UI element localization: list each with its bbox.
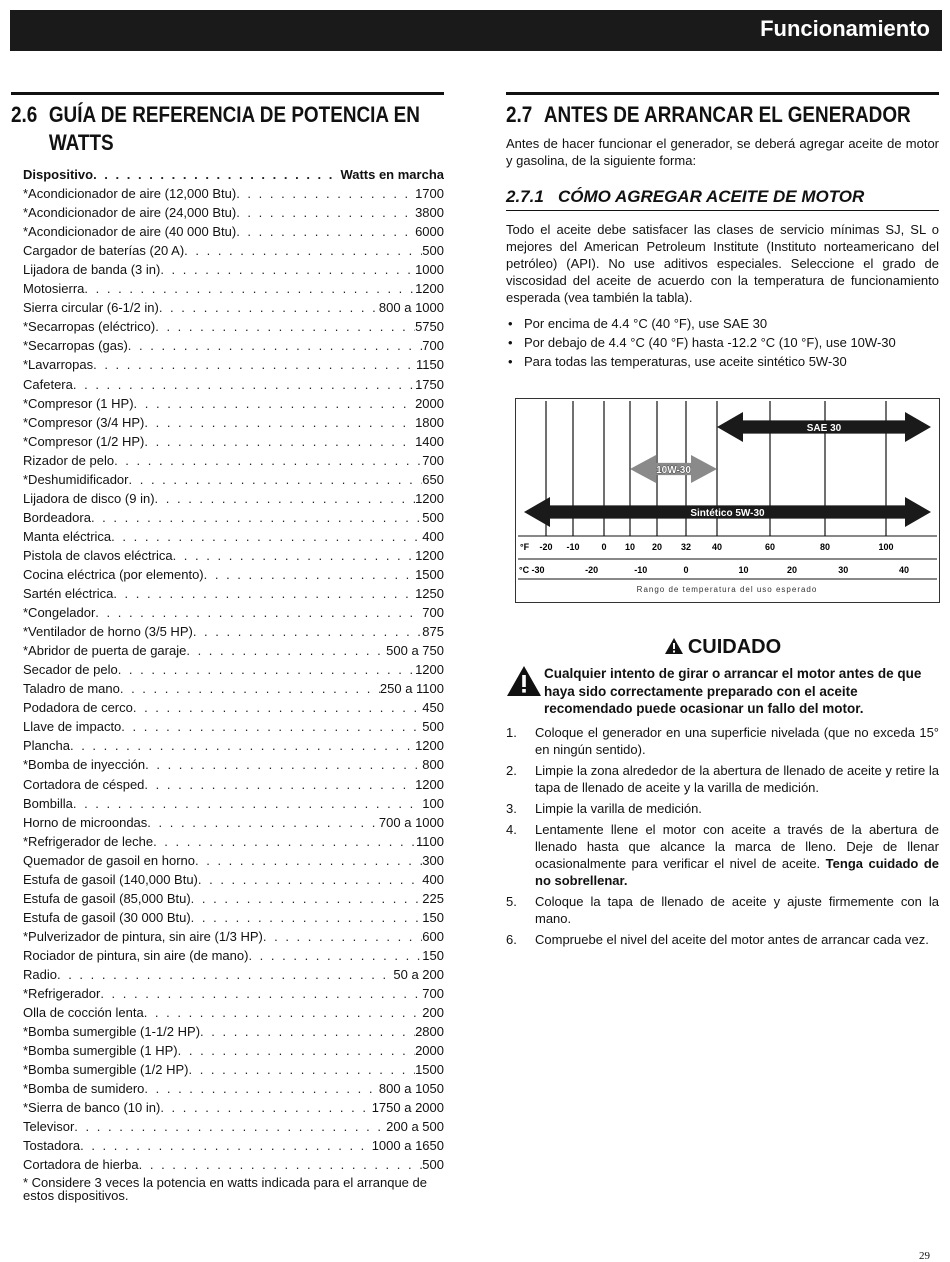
watts-value: 1750 — [415, 376, 444, 392]
device-name: Rizador de pelo — [23, 452, 115, 468]
table-row — [23, 622, 444, 641]
device-name: *Compresor (3/4 HP) — [23, 414, 145, 430]
table-row — [23, 660, 444, 679]
leader-dots — [236, 184, 415, 203]
subsection-title: CÓMO AGREGAR ACEITE DE MOTOR — [557, 187, 865, 206]
watts-value: 1500 — [415, 1062, 444, 1078]
leader-dots — [93, 355, 416, 374]
leader-dots — [147, 813, 379, 832]
device-name: *Secarropas (eléctrico) — [23, 319, 156, 335]
device-name: *Acondicionador de aire (40 000 Btu) — [23, 224, 237, 240]
leader-dots — [193, 622, 422, 641]
watts-value: 2000 — [415, 395, 444, 411]
leader-dots — [160, 260, 415, 279]
table-row — [23, 641, 444, 660]
table-row — [23, 755, 444, 774]
leader-dots — [155, 489, 416, 508]
device-name: Bordeadora — [23, 509, 91, 525]
device-name: Cortadora de césped — [23, 776, 145, 792]
step-text — [535, 800, 939, 817]
leader-dots — [73, 794, 422, 813]
watts-value: 6000 — [415, 224, 444, 240]
caution-block — [506, 665, 939, 952]
leader-dots — [57, 965, 393, 984]
watts-value: 500 — [422, 509, 444, 525]
table-row — [23, 775, 444, 794]
step-text — [535, 893, 939, 927]
table-row — [23, 184, 444, 203]
f-tick-label: 0 — [601, 542, 607, 552]
device-name: *Abridor de puerta de garaje — [23, 643, 187, 659]
device-name: Bombilla — [23, 795, 73, 811]
table-row — [23, 1003, 444, 1022]
device-name: *Acondicionador de aire (12,000 Btu) — [23, 186, 237, 202]
list-item: • Para todas las temperaturas, use aceite sintético 5W-30 — [506, 352, 939, 371]
leader-dots — [173, 546, 416, 565]
table-row — [23, 1155, 444, 1174]
watts-value: 1000 — [415, 262, 444, 278]
c-tick-label: 10 — [738, 565, 749, 575]
watts-value: 1000 a 1650 — [371, 1138, 444, 1154]
watts-value: 1150 — [416, 357, 444, 373]
leader-dots — [191, 908, 423, 927]
device-name: Estufa de gasoil (30 000 Btu) — [23, 909, 191, 925]
table-row — [23, 317, 444, 336]
watts-value: 600 — [422, 928, 444, 944]
c-tick-label: 0 — [683, 565, 689, 575]
table-row — [23, 1041, 444, 1060]
leader-dots — [91, 508, 422, 527]
watts-value: 2000 — [415, 1043, 444, 1059]
device-name: *Congelador — [23, 605, 96, 621]
table-row — [23, 870, 444, 889]
watts-value: 400 — [422, 528, 444, 544]
right-column — [506, 92, 939, 371]
leader-dots — [139, 1155, 423, 1174]
device-name: Pistola de clavos eléctrica — [23, 547, 173, 563]
table-row — [23, 298, 444, 317]
leader-dots — [263, 927, 422, 946]
oil-paragraph: Todo el aceite debe satisfacer las clases de servicio mínimas SJ, SL o mejores del American Petroleum Institute (Instituto norteamericano del petróleo) (API). No use aditivos especiales. Seleccione el grado de viscosidad del aceite de acuerdo con la temperatura de funcionamiento esperada (vea también la tabla). — [506, 222, 939, 305]
table-row — [23, 736, 444, 755]
table-row — [23, 1136, 444, 1155]
oil-steps — [506, 724, 939, 948]
section-title: ANTES DE ARRANCAR EL GENERADOR — [543, 102, 911, 127]
section-rule — [506, 92, 939, 95]
device-name: *Bomba sumergible (1/2 HP) — [23, 1062, 189, 1078]
table-row — [23, 1117, 444, 1136]
watts-value: 800 — [422, 757, 444, 773]
caution-text: Cualquier intento de girar o arrancar el motor antes de que haya sido correctamente preparado con el aceite recomendado puede ocasionar un fallo del motor. — [544, 666, 922, 716]
step-text-body: Limpie la varilla de medición. — [535, 800, 702, 816]
step-text — [535, 821, 939, 889]
leader-dots — [121, 717, 422, 736]
leader-dots — [114, 451, 422, 470]
c-unit-label: °C — [519, 565, 530, 575]
x-axis-title: Rango de temperatura del uso esperado — [636, 585, 818, 594]
device-name: *Lavarropas — [23, 357, 94, 373]
leader-dots — [200, 1022, 415, 1041]
arrow-label: SAE 30 — [806, 423, 842, 434]
watts-value: 500 — [422, 243, 444, 259]
leader-dots — [144, 1003, 423, 1022]
watts-value: 1750 a 2000 — [371, 1100, 444, 1116]
table-row — [23, 375, 444, 394]
table-row — [23, 1060, 444, 1079]
step-number: 3. — [506, 800, 517, 816]
watts-value: 700 — [422, 605, 444, 621]
device-name: *Compresor (1 HP) — [23, 395, 134, 411]
watts-value: 5750 — [415, 319, 444, 335]
chart-svg — [516, 399, 939, 602]
device-name: Estufa de gasoil (85,000 Btu) — [23, 890, 191, 906]
leader-dots — [129, 470, 423, 489]
watts-value: 1700 — [415, 186, 444, 202]
step-text — [535, 724, 939, 758]
header-bar — [10, 10, 942, 51]
leader-dots — [84, 279, 415, 298]
page-number: 29 — [919, 1250, 930, 1262]
watts-value: 50 a 200 — [393, 966, 444, 982]
watts-value: 400 — [422, 871, 444, 887]
table-row — [23, 889, 444, 908]
leader-dots — [236, 203, 415, 222]
device-name: Secador de pelo — [23, 662, 118, 678]
f-tick-label: 80 — [819, 542, 831, 552]
oil-bullets — [506, 314, 939, 371]
device-name: Televisor — [23, 1119, 75, 1135]
device-name: *Secarropas (gas) — [23, 338, 128, 354]
watts-value: 700 a 1000 — [378, 814, 444, 830]
list-item: • Por encima de 4.4 °C (40 °F), use SAE 30 — [506, 314, 939, 333]
watts-value: 650 — [422, 471, 444, 487]
leader-dots — [188, 1060, 415, 1079]
device-name: Taladro de mano — [23, 681, 120, 697]
device-name: Lijadora de banda (3 in) — [23, 262, 161, 278]
table-footnote: * Considere 3 veces la potencia en watts indicada para el arranque de estos dispositivos. — [23, 1175, 427, 1204]
leader-dots — [236, 222, 415, 241]
leader-dots — [133, 698, 422, 717]
device-name: *Pulverizador de pintura, sin aire (1/3 HP) — [23, 928, 263, 944]
leader-dots — [155, 317, 415, 336]
arrow-label: Sintético 5W-30 — [690, 508, 765, 519]
leader-dots — [186, 641, 386, 660]
step-item — [506, 931, 939, 948]
device-name: Radio — [23, 966, 57, 982]
watts-value: 1500 — [415, 566, 444, 582]
caution-label: CUIDADO — [687, 636, 782, 658]
step-text-body: Lentamente llene el motor con aceite a través de la abertura de llenado hasta que alcance la marca de lleno. Deje de llenar ocasionalmente para verificar el nivel de aceite. — [535, 821, 939, 871]
table-row — [23, 717, 444, 736]
step-text-body: Coloque la tapa de llenado de aceite y ajuste firmemente con la mano. — [535, 893, 939, 926]
device-name: *Compresor (1/2 HP) — [23, 433, 145, 449]
device-name: Lijadora de disco (9 in) — [23, 490, 155, 506]
f-tick-label: 20 — [651, 542, 663, 552]
device-name: Rociador de pintura, sin aire (de mano) — [23, 947, 249, 963]
watts-value: 1400 — [415, 433, 444, 449]
leader-dots — [159, 298, 379, 317]
leader-dots — [95, 603, 422, 622]
leader-dots — [134, 394, 416, 413]
leader-dots — [191, 889, 423, 908]
watts-value: 100 — [422, 795, 444, 811]
table-row — [23, 1079, 444, 1098]
watts-value: 800 a 1000 — [378, 300, 444, 316]
table-header — [23, 165, 444, 184]
section-heading-2-6 — [11, 101, 443, 157]
c-tick-label: -10 — [634, 565, 648, 575]
step-number: 6. — [506, 931, 517, 947]
device-name: Llave de impacto — [23, 719, 122, 735]
watts-value: 450 — [422, 700, 444, 716]
device-name: Estufa de gasoil (140,000 Btu) — [23, 871, 198, 887]
watts-value: 875 — [422, 624, 444, 640]
arrow-label: 10W-30 — [656, 465, 691, 476]
f-tick-label: -20 — [539, 542, 553, 552]
table-row — [23, 908, 444, 927]
watts-value: 500 — [422, 719, 444, 735]
table-row — [23, 470, 444, 489]
table-row — [23, 698, 444, 717]
device-name: *Refrigerador de leche — [23, 833, 154, 849]
device-name: Podadora de cerco — [23, 700, 133, 716]
watts-value: 1800 — [415, 414, 444, 430]
device-name: *Bomba de sumidero — [23, 1081, 145, 1097]
leader-dots — [73, 375, 415, 394]
device-name: Manta eléctrica — [23, 528, 112, 544]
table-row — [23, 336, 444, 355]
device-name: Cocina eléctrica (por elemento) — [23, 566, 204, 582]
watts-value: 500 — [422, 1157, 444, 1173]
watts-value: 700 — [422, 452, 444, 468]
table-row — [23, 432, 444, 451]
watts-value: 200 a 500 — [386, 1119, 444, 1135]
step-number: 4. — [506, 821, 517, 837]
leader-dots — [248, 946, 422, 965]
list-item: • Por debajo de 4.4 °C (40 °F) hasta -12.2 °C (10 °F), use 10W-30 — [506, 333, 939, 352]
leader-dots — [144, 1079, 379, 1098]
step-item — [506, 821, 939, 889]
c-tick-label: -20 — [585, 565, 599, 575]
table-row — [23, 394, 444, 413]
watts-value: 1200 — [415, 547, 444, 563]
leader-dots — [120, 679, 380, 698]
table-row — [23, 946, 444, 965]
oil-viscosity-chart — [515, 398, 940, 603]
step-number: 2. — [506, 762, 517, 778]
watts-value: 225 — [422, 890, 444, 906]
leader-dots — [144, 413, 415, 432]
table-row — [23, 851, 444, 870]
leader-dots — [160, 1098, 371, 1117]
step-text — [535, 931, 939, 948]
leader-dots — [113, 584, 415, 603]
device-name: *Bomba sumergible (1-1/2 HP) — [23, 1024, 201, 1040]
c-tick-label: -30 — [531, 565, 545, 575]
table-row — [23, 355, 444, 374]
table-row — [23, 927, 444, 946]
table-row — [23, 832, 444, 851]
table-row — [23, 203, 444, 222]
leader-dots — [100, 984, 422, 1003]
section-number: 2.6 — [11, 102, 38, 127]
device-name: Quemador de gasoil en horno — [23, 852, 196, 868]
table-row — [23, 565, 444, 584]
warning-icon — [506, 665, 542, 697]
leader-dots — [70, 736, 415, 755]
device-name: Horno de microondas — [23, 814, 148, 830]
step-number: 1. — [506, 724, 517, 740]
device-name: *Ventilador de horno (3/5 HP) — [23, 624, 193, 640]
table-row — [23, 241, 444, 260]
device-name: Cortadora de hierba — [23, 1157, 139, 1173]
watts-value: 1200 — [415, 281, 444, 297]
table-row — [23, 413, 444, 432]
table-row — [23, 679, 444, 698]
f-unit-label: °F — [520, 542, 530, 552]
table-row — [23, 546, 444, 565]
header-device: Dispositivo — [23, 167, 94, 182]
watts-value: 1200 — [415, 776, 444, 792]
watts-value: 1100 — [416, 833, 444, 849]
watts-value: 200 — [422, 1005, 444, 1021]
device-name: Olla de cocción lenta — [23, 1005, 144, 1021]
watts-value: 1200 — [415, 662, 444, 678]
header-watts: Watts en marcha — [340, 167, 444, 182]
leader-dots — [204, 565, 415, 584]
leader-dots — [118, 660, 415, 679]
device-name: Cafetera — [23, 376, 73, 392]
leader-dots — [128, 336, 423, 355]
leader-dots — [145, 755, 422, 774]
table-row — [23, 489, 444, 508]
c-tick-label: 20 — [786, 565, 798, 575]
c-tick-label: 40 — [898, 565, 910, 575]
subsection-number: 2.7.1 — [506, 187, 544, 206]
f-tick-label: 60 — [764, 542, 776, 552]
watts-value: 700 — [422, 986, 444, 1002]
step-text-body: Limpie la zona alrededor de la abertura de llenado de aceite y retire la tapa de llenado de aceite y la varilla de medición. — [535, 762, 939, 795]
table-row — [23, 451, 444, 470]
watts-value: 2800 — [415, 1024, 444, 1040]
header-title: Funcionamiento — [760, 16, 930, 41]
table-row — [23, 584, 444, 603]
left-column — [11, 92, 444, 1202]
watts-value: 150 — [422, 909, 444, 925]
watts-value: 500 a 750 — [386, 643, 444, 659]
watts-value: 300 — [422, 852, 444, 868]
f-tick-label: -10 — [566, 542, 580, 552]
step-number: 5. — [506, 893, 517, 909]
step-item — [506, 800, 939, 817]
step-text — [535, 762, 939, 796]
step-item — [506, 762, 939, 796]
leader-dots — [144, 775, 415, 794]
device-name: *Refrigerador — [23, 986, 101, 1002]
table-row — [23, 984, 444, 1003]
device-name: Motosierra — [23, 281, 85, 297]
table-row — [23, 603, 444, 622]
watts-table — [23, 165, 444, 1174]
watts-value: 3800 — [415, 205, 444, 221]
leader-dots — [198, 870, 422, 889]
table-row — [23, 222, 444, 241]
device-name: *Bomba sumergible (1 HP) — [23, 1043, 178, 1059]
device-name: *Bomba de inyección — [23, 757, 146, 773]
f-tick-label: 40 — [711, 542, 723, 552]
warning-triangle-icon — [664, 637, 684, 655]
table-row — [23, 794, 444, 813]
f-tick-label: 32 — [680, 542, 692, 552]
watts-value: 700 — [422, 338, 444, 354]
step-text-body: Coloque el generador en una superficie nivelada (que no exceda 15° en ningún sentido). — [535, 724, 939, 757]
table-row — [23, 813, 444, 832]
section-heading-2-7 — [506, 101, 938, 129]
table-row — [23, 508, 444, 527]
step-warning: Tenga cuidado de no sobrellenar. — [535, 855, 939, 888]
section-title: GUÍA DE REFERENCIA DE POTENCIA EN WATTS — [48, 102, 420, 155]
step-item — [506, 893, 939, 927]
device-name: Tostadora — [23, 1138, 81, 1154]
device-name: *Deshumidificador — [23, 471, 129, 487]
f-tick-label: 10 — [624, 542, 636, 552]
section-rule — [11, 92, 444, 95]
watts-value: 1200 — [415, 490, 444, 506]
table-row — [23, 260, 444, 279]
table-row — [23, 1098, 444, 1117]
subsection-heading — [506, 187, 939, 211]
f-tick-label: 100 — [878, 542, 894, 552]
device-name: *Sierra de banco (10 in) — [23, 1100, 161, 1116]
leader-dots — [80, 1136, 372, 1155]
device-name: *Acondicionador de aire (24,000 Btu) — [23, 205, 237, 221]
leader-dots — [184, 241, 422, 260]
table-row — [23, 1022, 444, 1041]
leader-dots — [144, 432, 415, 451]
device-name: Sartén eléctrica — [23, 586, 114, 602]
section-number: 2.7 — [506, 102, 533, 127]
watts-value: 800 a 1050 — [378, 1081, 444, 1097]
step-text-body: Compruebe el nivel del aceite del motor antes de arrancar cada vez. — [535, 931, 929, 947]
leader-dots — [195, 851, 422, 870]
leader-dots — [93, 165, 340, 184]
step-item — [506, 724, 939, 758]
watts-value: 250 a 1100 — [379, 681, 444, 697]
device-name: Plancha — [23, 738, 70, 754]
c-tick-label: 30 — [838, 565, 849, 575]
leader-dots — [153, 832, 416, 851]
leader-dots — [178, 1041, 415, 1060]
watts-value: 1200 — [415, 738, 444, 754]
leader-dots — [111, 527, 422, 546]
device-name: Sierra circular (6-1/2 in) — [23, 300, 159, 316]
caution-heading — [506, 636, 939, 659]
intro-paragraph: Antes de hacer funcionar el generador, se deberá agregar aceite de motor y gasolina, de la siguiente forma: — [506, 136, 939, 168]
table-row — [23, 965, 444, 984]
watts-value: 150 — [422, 947, 444, 963]
table-row — [23, 527, 444, 546]
watts-value: 1250 — [415, 586, 444, 602]
device-name: Cargador de baterías (20 A) — [23, 243, 185, 259]
table-row — [23, 279, 444, 298]
leader-dots — [74, 1117, 386, 1136]
